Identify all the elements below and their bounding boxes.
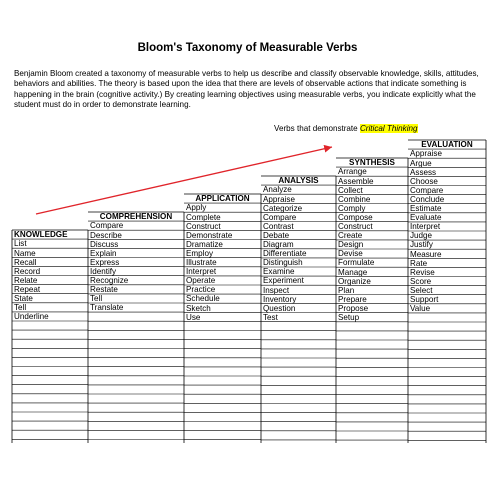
verb-cell: Interpret [186,267,217,277]
verb-cell: Recall [14,257,37,267]
page-title: Bloom's Taxonomy of Measurable Verbs [137,42,358,54]
verb-cell: Question [263,303,296,313]
verb-cell: List [14,239,27,249]
verb-cell: Practice [186,285,216,295]
verb-cell: Justify [410,240,433,250]
verb-cell: Combine [338,194,371,204]
verb-cell: Conclude [410,194,445,204]
verb-cell: Compose [338,212,373,222]
column-header: APPLICATION [195,194,250,204]
verb-cell: Explain [90,248,117,258]
verb-cell: Analyze [263,185,292,195]
verb-cell: Identify [90,266,117,276]
verb-cell: Experiment [263,276,304,286]
column-header: COMPREHENSION [99,212,173,222]
verb-cell: Differentiate [263,249,307,259]
verb-cell: Tell [90,294,103,304]
verb-cell: Apply [186,203,207,213]
verb-cell: Assess [410,167,437,177]
verb-cell: Propose [338,303,369,313]
column-header: ANALYSIS [278,176,319,186]
verb-cell: Express [90,257,120,267]
verb-cell: Examine [263,267,295,277]
verb-cell: Schedule [186,294,220,304]
verb-cell: State [14,294,33,303]
verb-cell: Compare [90,221,124,231]
verb-cell: Measure [410,249,442,259]
verb-cell: Appraise [410,149,442,159]
column-header: SYNTHESIS [349,158,395,168]
column-header: EVALUATION [421,140,473,150]
verb-cell: Inventory [263,294,297,304]
verb-cell: Construct [338,222,373,231]
verb-cell: Rate [410,258,428,268]
caption-prefix: Verbs that demonstrate [274,124,360,133]
verb-cell: Repeat [14,284,41,294]
verb-cell: Categorize [263,203,303,213]
verb-cell: Assemble [338,176,374,186]
verb-cell: Devise [338,249,363,259]
verb-cell: Interpret [410,222,441,232]
intro-paragraph: Benjamin Bloom created a taxonomy of measurable verbs to help us describe and classify observable knowledge, skills, attitudes, behaviors and abilities. The theory is based upon the idea that there are levels of observable actions that indicate something is happening in the brain (cognitive activity.) By creating learning objectives using measurable verbs, you indicate explicitly what the student must do in order to demonstrate learning. [14,69,479,110]
verb-cell: Plan [338,285,355,295]
verb-cell: Comply [338,203,366,213]
verb-cell: Create [338,231,363,241]
verb-cell: Underline [14,312,49,322]
verb-cell: Revise [410,267,435,277]
verb-cell: Translate [90,303,124,313]
verb-cell: Manage [338,267,368,277]
verb-cell: Restate [90,285,118,295]
verb-cell: Use [186,312,201,322]
verb-cell: Argue [410,158,432,168]
verb-cell: Compare [410,185,444,195]
verb-cell: Score [410,276,432,286]
verb-cell: Choose [410,176,438,186]
verb-cell: Debate [263,230,290,240]
verb-cell: Arrange [338,167,367,177]
verb-cell: Appraise [263,194,295,204]
verb-cell: Sketch [186,303,211,313]
verb-cell: Complete [186,212,221,222]
verb-cell: Operate [186,276,216,286]
verb-cell: Support [410,295,439,304]
verb-cell: Inspect [263,285,290,295]
verb-cell: Estimate [410,204,442,213]
verb-cell: Value [410,304,431,314]
verb-cell: Setup [338,313,360,322]
verb-cell: Dramatize [186,239,223,249]
verb-cell: Evaluate [410,213,442,223]
verb-cell: Compare [263,212,297,222]
verb-cell: Relate [14,275,38,285]
verb-cell: Name [14,248,36,258]
verb-cell: Tell [14,303,27,313]
verb-cell: Judge [410,231,433,241]
verb-cell: Recognize [90,276,129,285]
verb-cell: Record [14,266,41,276]
verb-cell: Contrast [263,221,294,231]
verb-cell: Discuss [90,239,119,249]
verb-cell: Prepare [338,294,367,304]
verb-cell: Test [263,312,278,322]
caption-highlight: Critical Thinking [359,124,418,133]
verb-cell: Distinguish [263,258,303,268]
verb-cell: Design [338,240,364,250]
verb-cell: Demonstrate [186,230,233,240]
verb-cell: Construct [186,221,221,231]
verb-cell: Formulate [338,258,375,268]
verb-cell: Organize [338,276,371,286]
verb-cell: Describe [90,230,122,240]
verb-cell: Diagram [263,240,294,249]
verb-cell: Employ [186,248,213,258]
verb-cell: Collect [338,185,363,195]
verb-cell: Illustrate [186,258,217,267]
column-header: KNOWLEDGE [14,230,68,240]
verb-cell: Select [410,285,433,295]
